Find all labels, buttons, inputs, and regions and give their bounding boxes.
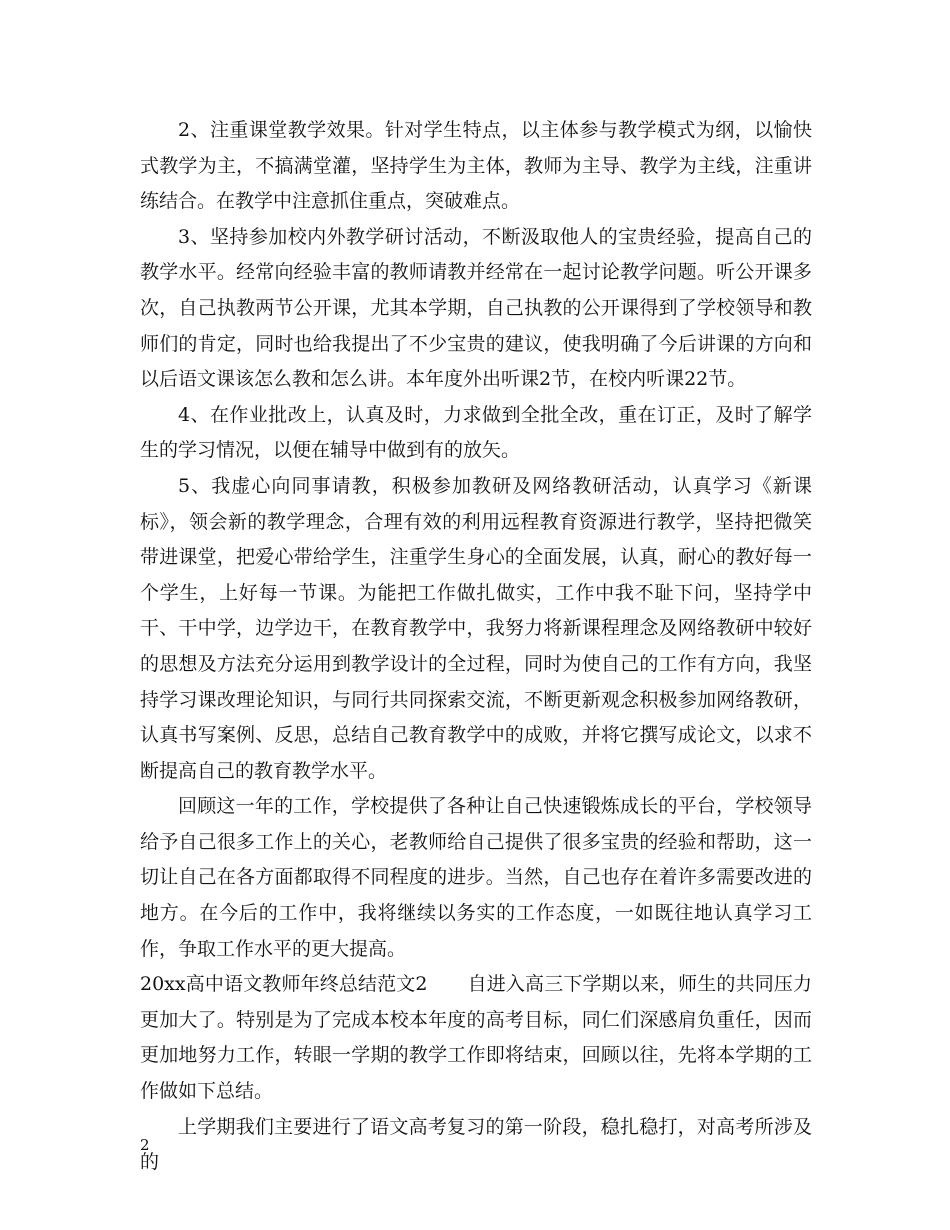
section-title: 20xx高中语文教师年终总结范文2 xyxy=(140,973,428,996)
paragraph-item-4: 4、在作业批改上，认真及时，力求做到全批全改，重在订正，及时了解学生的学习情况，以便在辅导中做到有的放矢。 xyxy=(140,403,812,462)
paragraph-item-2: 2、注重课堂教学效果。针对学生特点，以主体参与教学模式为纲，以愉快式教学为主，不搞满堂灌，坚持学生为主体，教师为主导、教学为主线，注重讲练结合。在教学中注意抓住重点，突破难点。 xyxy=(140,119,812,213)
paragraph-last-semester: 上学期我们主要进行了语文高考复习的第一阶段，稳扎稳打，对高考所涉及的 xyxy=(140,1115,812,1174)
paragraph-item-3: 3、坚持参加校内外教学研讨活动，不断汲取他人的宝贵经验，提高自己的教学水平。经常向经验丰富的教师请教并经常在一起讨论教学问题。听公开课多次，自己执教两节公开课，尤其本学期，自己执教的公开课得到了学校领导和教师们的肯定，同时也给我提出了不少宝贵的建议，使我明确了今后讲课的方向和以后语文课该怎么教和怎么讲。本年度外出听课2节，在校内听课22节。 xyxy=(140,225,812,391)
document-body xyxy=(140,113,812,1181)
paragraph-review: 回顾这一年的工作，学校提供了各种让自己快速锻炼成长的平台，学校领导给予自己很多工作上的关心，老教师给自己提供了很多宝贵的经验和帮助，这一切让自己在各方面都取得不同程度的进步。当然，自己也存在着许多需要改进的地方。在今后的工作中，我将继续以务实的工作态度，一如既往地认真学习工作，争取工作水平的更大提高。 xyxy=(140,795,812,960)
section-intro: 自进入高三下学期以来，师生的共同压力更加大了。特别是为了完成本校本年度的高考目标，同仁们深感肩负重任，因而更加地努力工作，转眼一学期的教学工作即将结束，回顾以往，先将本学期的工作做如下总结。 xyxy=(140,973,812,1103)
section-heading-line xyxy=(140,967,812,1109)
page-number: 2 xyxy=(140,1136,150,1154)
paragraph-item-5: 5、我虚心向同事请教，积极参加教研及网络教研活动，认真学习《新课标》，领会新的教学理念，合理有效的利用远程教育资源进行教学，坚持把微笑带进课堂，把爱心带给学生，注重学生身心的全面发展，认真，耐心的教好每一个学生，上好每一节课。为能把工作做扎做实，工作中我不耻下问，坚持学中干、干中学，边学边干，在教育教学中，我努力将新课程理念及网络教研中较好的思想及方法充分运用到教学设计的全过程，同时为使自己的工作有方向，我坚持学习课改理论知识，与同行共同探索交流，不断更新观念积极参加网络教研，认真书写案例、反思，总结自己教育教学中的成败，并将它撰写成论文，以求不断提高自己的教育教学水平。 xyxy=(140,474,812,782)
